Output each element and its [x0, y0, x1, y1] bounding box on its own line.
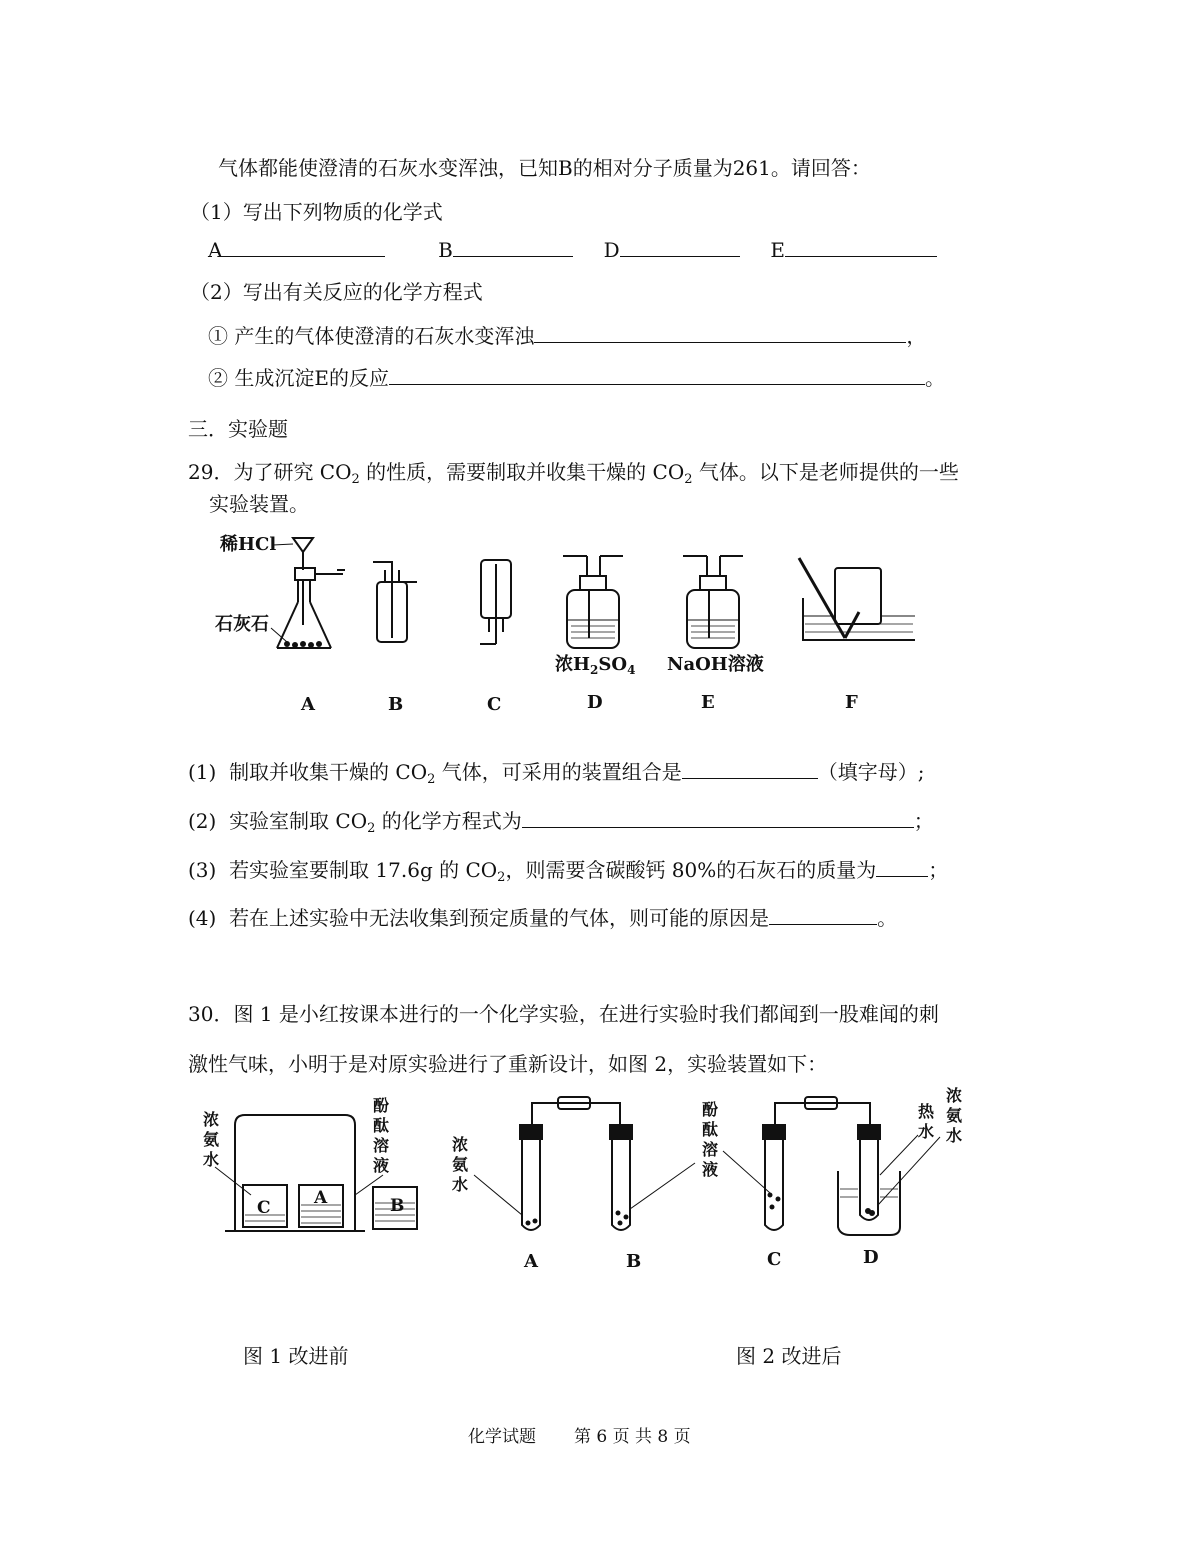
label-char: 浓: [452, 1135, 469, 1154]
label-char: 液: [373, 1156, 390, 1175]
sub2-text-a: 实验室制取 CO: [229, 809, 368, 833]
label-naoh-solution: NaOH溶液: [667, 654, 764, 675]
footer-page-number: 第 6 页 共 8 页: [574, 1427, 691, 1447]
label-char: 氨: [946, 1106, 963, 1125]
sub-number: (2): [188, 809, 217, 833]
tube-letter: B: [626, 1251, 642, 1272]
label-char: 浓: [946, 1086, 963, 1105]
tube-letter: C: [767, 1249, 782, 1270]
tube-letter: A: [524, 1251, 538, 1272]
label-char: 酞: [373, 1116, 390, 1135]
tubes-cd: [763, 1097, 900, 1235]
figure-2-after: [440, 1085, 980, 1275]
sub4-end: 。: [877, 906, 898, 930]
blank-label-e: E: [770, 238, 785, 262]
apparatus-figure: [205, 520, 915, 720]
label-char: 溶: [702, 1140, 719, 1159]
answer-blank-e[interactable]: [785, 238, 937, 257]
label-char: 酞: [702, 1120, 719, 1139]
sub-number: (3): [188, 858, 217, 882]
figure-1-caption: 图 1 改进前: [243, 1344, 349, 1368]
apparatus-f-trough: [799, 558, 915, 640]
q28-part2: （2）写出有关反应的化学方程式: [190, 280, 483, 304]
figure-2-caption: 图 2 改进后: [736, 1344, 842, 1368]
sub3-end: ；: [928, 858, 949, 882]
apparatus-letter: F: [845, 692, 858, 713]
apparatus-letter: B: [388, 694, 404, 715]
sub1-text-b: 气体，可采用的装置组合是: [435, 760, 682, 784]
q29-stem-a: 29．为了研究 CO: [188, 460, 352, 484]
apparatus-a-flask: [277, 538, 345, 648]
sub4-text-a: 若在上述实验中无法收集到预定质量的气体，则可能的原因是: [229, 906, 770, 930]
q30-line2: 激性气味，小明于是对原实验进行了重新设计，如图 2，实验装置如下：: [188, 1052, 828, 1076]
q28-part1: （1）写出下列物质的化学式: [190, 200, 443, 224]
eq2-end: 。: [924, 366, 945, 390]
q28-eq2: [208, 362, 945, 391]
sub3-text-a: 若实验室要制取 17.6g 的 CO: [229, 858, 498, 882]
apparatus-e-wash-bottle: [683, 556, 743, 648]
label-char: 水: [918, 1122, 935, 1141]
label-limestone: 石灰石: [215, 614, 269, 635]
eq1-text: ① 产生的气体使澄清的石灰水变浑浊: [208, 324, 535, 348]
q30-line1: 30．图 1 是小红按课本进行的一个化学实验，在进行实验时我们都闻到一股难闻的刺: [188, 1002, 939, 1026]
q28-intro: 气体都能使澄清的石灰水变浑浊，已知B的相对分子质量为261。请回答：: [218, 156, 871, 180]
sub1-answer-blank[interactable]: [682, 760, 818, 779]
apparatus-d-wash-bottle: [563, 556, 623, 648]
sub-2: 2: [427, 772, 436, 787]
sub4-answer-blank[interactable]: [769, 906, 877, 925]
q28-formula-blanks: [208, 238, 937, 262]
sub-number: (1): [188, 760, 217, 784]
q29-stem: [188, 456, 959, 487]
sub1-text-a: 制取并收集干燥的 CO: [229, 760, 428, 784]
apparatus-letter: D: [587, 692, 603, 713]
eq2-blank[interactable]: [389, 366, 925, 385]
q29-sub1: [188, 756, 925, 787]
q28-eq1: [208, 320, 926, 349]
q29-sub4: [188, 902, 897, 931]
answer-blank-d[interactable]: [620, 238, 740, 257]
beaker-letter: B: [390, 1196, 405, 1216]
blank-label-a: A: [208, 238, 223, 262]
q29-sub2: [188, 805, 934, 836]
sub-2: 2: [351, 472, 360, 487]
sub3-text-b: ，则需要含碳酸钙 80%的石灰石的质量为: [505, 858, 877, 882]
sub2-answer-blank[interactable]: [522, 809, 914, 828]
sub-2: 2: [497, 870, 506, 885]
label-char: 氨: [452, 1155, 469, 1174]
tube-letter: D: [863, 1247, 879, 1268]
label-char: 液: [702, 1160, 719, 1179]
beaker-letter: A: [314, 1188, 328, 1208]
tubes-ab: [520, 1097, 632, 1230]
label-char: 水: [203, 1150, 220, 1169]
answer-blank-a[interactable]: [222, 238, 385, 257]
label-char: 氨: [203, 1130, 220, 1149]
beaker-letter: C: [257, 1198, 271, 1218]
label-dilute-hcl: 稀HCl: [220, 534, 277, 555]
page-footer: [468, 1422, 691, 1447]
sub2-end: ；: [913, 809, 934, 833]
sub1-end: （填字母）;: [817, 760, 925, 784]
q29-sub3: [188, 854, 948, 885]
sub3-answer-blank[interactable]: [876, 858, 928, 877]
label-char: 酚: [702, 1100, 719, 1119]
apparatus-b-bottle: [373, 562, 417, 642]
apparatus-c-bottle: [480, 560, 511, 644]
footer-subject: 化学试题: [468, 1427, 536, 1447]
bell-jar: [235, 1115, 355, 1230]
label-char: 水: [946, 1126, 963, 1145]
eq1-end: ，: [906, 324, 927, 348]
label-conc-h2so4: 浓$H_2SO_4$: [555, 654, 636, 677]
apparatus-letter: E: [701, 692, 715, 713]
sub2-text-b: 的化学方程式为: [375, 809, 522, 833]
figure-1-before: [195, 1095, 435, 1245]
eq1-blank[interactable]: [534, 324, 906, 343]
q29-stem-c: 气体。以下是老师提供的一些: [692, 460, 959, 484]
section-title: 三．实验题: [188, 417, 288, 441]
label-char: 热: [918, 1102, 935, 1121]
eq2-text: ② 生成沉淀E的反应: [208, 366, 389, 390]
label-char: 酚: [373, 1096, 390, 1115]
label-char: 溶: [373, 1136, 390, 1155]
sub-2: 2: [684, 472, 693, 487]
apparatus-letter: A: [301, 694, 315, 715]
blank-label-d: D: [603, 238, 620, 262]
q29-stem-b: 的性质，需要制取并收集干燥的 CO: [359, 460, 685, 484]
label-char: 水: [452, 1175, 469, 1194]
apparatus-letter: C: [487, 694, 502, 715]
sub-number: (4): [188, 906, 217, 930]
answer-blank-b[interactable]: [453, 238, 573, 257]
q29-stem-cont: 实验装置。: [209, 492, 309, 516]
label-char: 浓: [203, 1110, 220, 1129]
blank-label-b: B: [438, 238, 453, 262]
hot-water-beaker: [838, 1171, 900, 1235]
sub-2: 2: [367, 821, 376, 836]
